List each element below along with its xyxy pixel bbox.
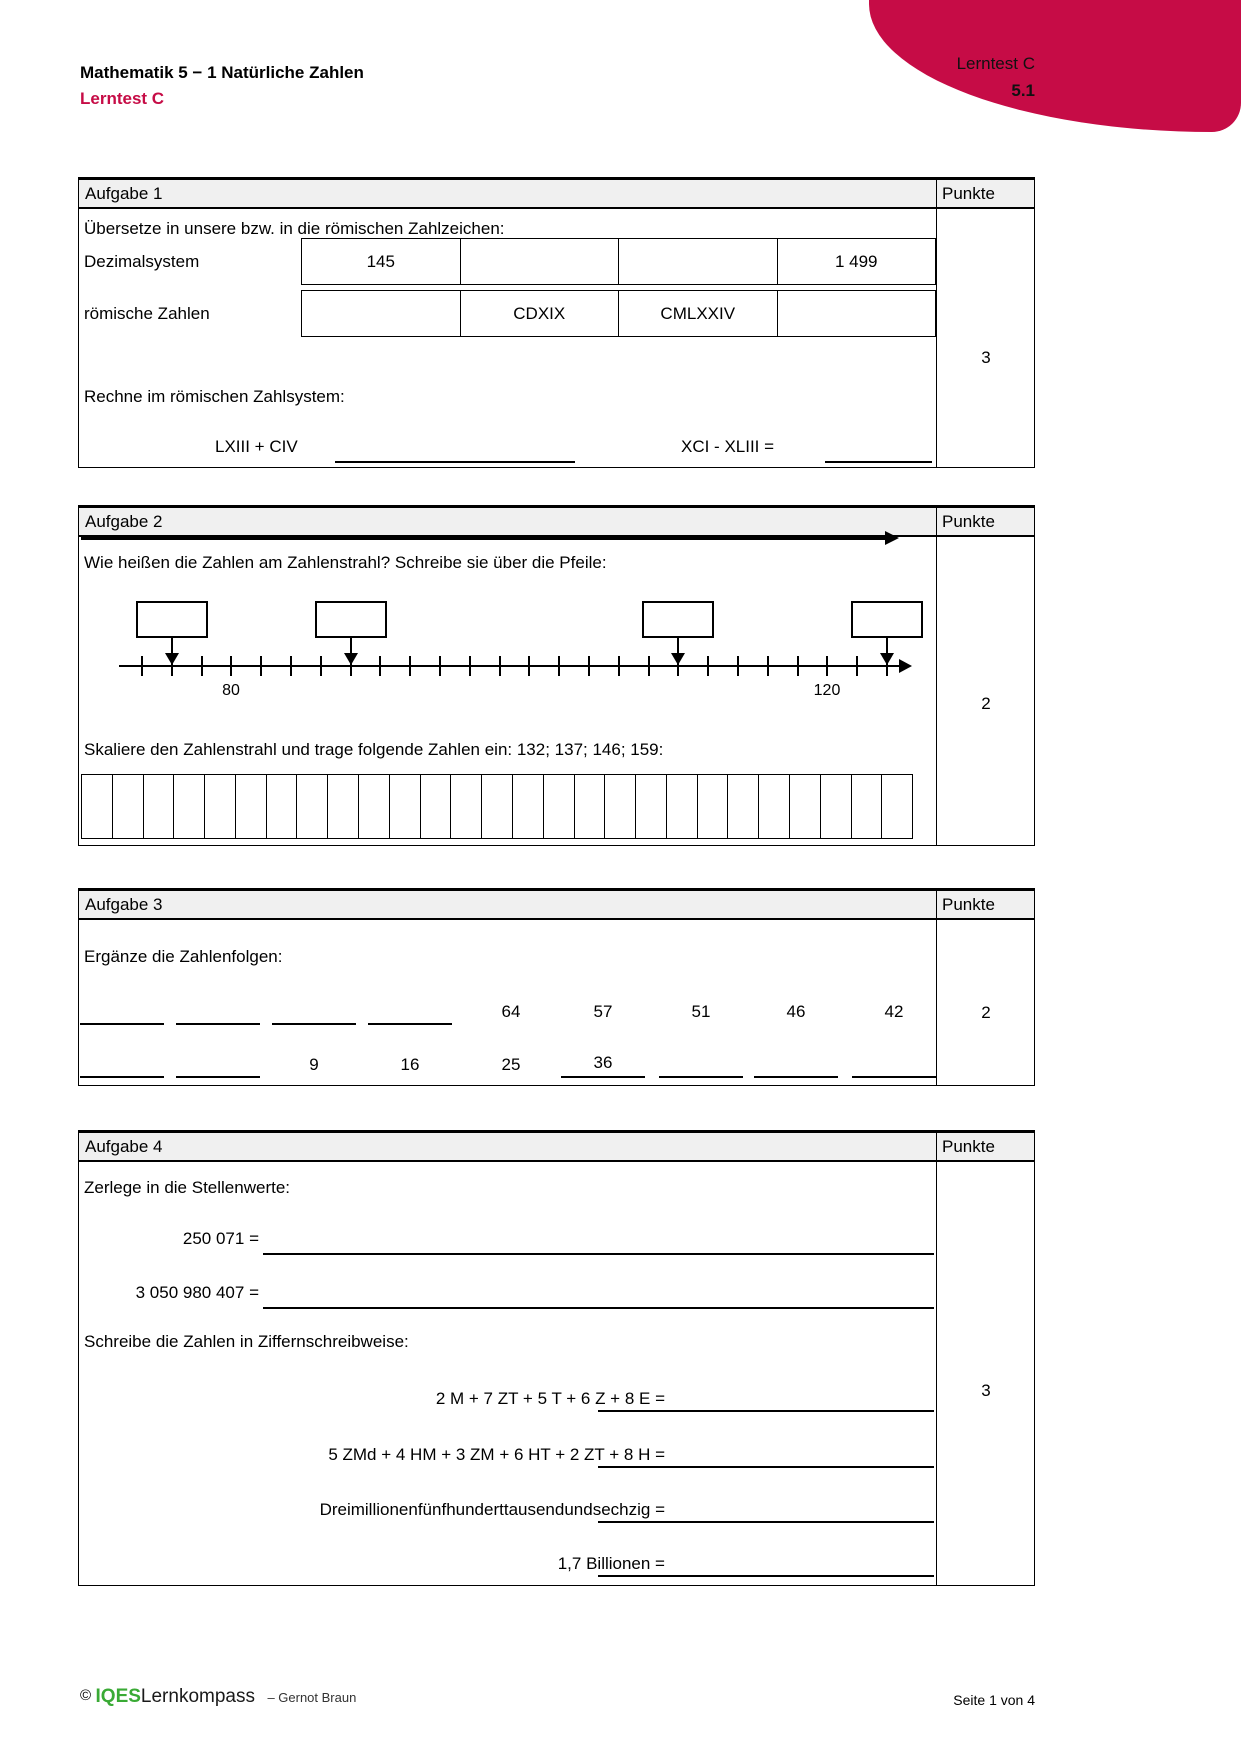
numberline-arrow-stem (350, 638, 352, 654)
grid-strip-cell (728, 775, 759, 838)
numberline-tick (558, 656, 560, 676)
task4-answer-line-1 (263, 1253, 934, 1255)
task4-item-2: 3 050 980 407 = (135, 1283, 259, 1302)
sequence-blank-line (659, 1045, 743, 1078)
sequence-number: 16 (400, 1055, 420, 1074)
grid-strip-cell (174, 775, 205, 838)
numberline-arrow-stem (886, 638, 888, 654)
task4-header-bar (79, 1131, 1034, 1162)
task3-points-header: Punkte (942, 895, 995, 914)
task1-header-bar (79, 178, 1034, 209)
grid-strip-cell (605, 775, 636, 838)
grid-strip-cell (144, 775, 175, 838)
grid-strip-cell (698, 775, 729, 838)
task1-points-header: Punkte (942, 184, 995, 203)
numberline-tick (767, 656, 769, 676)
corner-badge-line1: Lerntest C (956, 54, 1035, 73)
numberline-axis-label: 80 (222, 682, 240, 699)
task4-intro-1: Zerlege in die Stellenwerte: (84, 1178, 291, 1197)
corner-badge (869, 0, 1241, 132)
grid-strip-cell (821, 775, 852, 838)
task4-item-1: 250 071 = (182, 1229, 259, 1248)
grid-strip-cell (421, 775, 452, 838)
task1-table-cell: 1 499 (777, 239, 936, 284)
task4-equation-label: 5 ZMd + 4 HM + 3 ZM + 6 HT + 2 ZT + 8 H = (328, 1445, 665, 1464)
numberline-tick (826, 656, 828, 676)
numberline-tick (528, 656, 530, 676)
numberline-tick (439, 656, 441, 676)
copyright-icon: © (80, 1687, 92, 1704)
numberline-answer-box (315, 601, 387, 638)
numberline-tick (260, 656, 262, 676)
task-box-3 (78, 888, 1035, 1086)
scaling-grid-strip (81, 774, 913, 839)
task4-points-value: 3 (981, 1381, 991, 1400)
task2-points-divider (936, 506, 937, 845)
grid-strip-cell (667, 775, 698, 838)
numberline-tick (201, 656, 203, 676)
task1-table-row1 (301, 238, 936, 285)
task-box-4 (78, 1130, 1035, 1586)
grid-strip-cell (82, 775, 113, 838)
grid-strip-cell (113, 775, 144, 838)
task4-points-header: Punkte (942, 1137, 995, 1156)
task4-equation-answer-line (598, 1521, 934, 1523)
numberline-tick (141, 656, 143, 676)
task1-title: Aufgabe 1 (85, 184, 163, 203)
task1-table-cell: CMLXXIV (618, 291, 777, 336)
numberline-tick (230, 656, 232, 676)
task1-table-cell (302, 291, 460, 336)
numberline-answer-box (642, 601, 714, 638)
numberline-tick (677, 656, 679, 676)
sequence-number: 9 (309, 1055, 319, 1074)
numberline-tick (588, 656, 590, 676)
task1-expression-2: XCI - XLIII = (681, 437, 775, 456)
sequence-number: 51 (691, 1002, 711, 1021)
grid-strip-cell (205, 775, 236, 838)
task4-equation-answer-line (598, 1410, 934, 1412)
task3-points-value: 2 (981, 1003, 991, 1022)
numberline-tick (379, 656, 381, 676)
footer-page-number: Seite 1 von 4 (953, 1692, 1035, 1708)
grid-strip-arrow-line (81, 537, 893, 540)
sequence-blank-line (368, 993, 452, 1025)
numberline-tick (737, 656, 739, 676)
task4-answer-line-2 (263, 1307, 934, 1309)
task2-points-header: Punkte (942, 512, 995, 531)
sequence-blank-line (80, 1045, 164, 1078)
sequence-blank-line (176, 1045, 260, 1078)
task1-answer-line-1 (335, 461, 575, 463)
task2-question-1: Wie heißen die Zahlen am Zahlenstrahl? Schreibe sie über die Pfeile: (84, 553, 607, 572)
numberline-tick (290, 656, 292, 676)
numberline-tick (320, 656, 322, 676)
numberline-arrow-stem (677, 638, 679, 654)
grid-strip-arrowhead-icon (885, 531, 899, 545)
task3-header-bar (79, 889, 1034, 920)
task2-points-value: 2 (981, 694, 991, 713)
task3-intro: Ergänze die Zahlenfolgen: (84, 947, 283, 966)
numberline-tick (856, 656, 858, 676)
numberline-tick (350, 656, 352, 676)
numberline-answer-box (136, 601, 208, 638)
document-title: Mathematik 5 − 1 Natürliche Zahlen (80, 63, 364, 82)
numberline-axis-label: 120 (813, 682, 841, 699)
sequence-number: 57 (593, 1002, 613, 1021)
numberline-tick (409, 656, 411, 676)
grid-strip-cell (328, 775, 359, 838)
task1-expression-1: LXIII + CIV (215, 437, 298, 456)
task1-compute-label: Rechne im römischen Zahlsystem: (84, 387, 345, 406)
numberline-tick (469, 656, 471, 676)
task2-question-2: Skaliere den Zahlenstrahl und trage folgende Zahlen ein: 132; 137; 146; 159: (84, 740, 664, 759)
grid-strip-cell (482, 775, 513, 838)
numberline-tick (618, 656, 620, 676)
task4-equation-answer-line (598, 1466, 934, 1468)
grid-strip-cell (575, 775, 606, 838)
task4-points-divider (936, 1131, 937, 1585)
task3-points-divider (936, 889, 937, 1085)
arrow-right-icon (899, 659, 912, 673)
sequence-number: 42 (884, 1002, 904, 1021)
grid-strip-cell (882, 775, 912, 838)
task-box-1 (78, 177, 1035, 468)
sequence-number: 46 (786, 1002, 806, 1021)
grid-strip-cell (359, 775, 390, 838)
grid-strip-cell (636, 775, 667, 838)
grid-strip-cell (852, 775, 883, 838)
grid-strip-cell (236, 775, 267, 838)
task2-title: Aufgabe 2 (85, 512, 163, 531)
task1-table-row2 (301, 290, 936, 337)
corner-badge-line2: 5.1 (1011, 81, 1035, 100)
task1-intro: Übersetze in unsere bzw. in die römischen Zahlzeichen: (84, 219, 505, 238)
task1-points-divider (936, 178, 937, 467)
numberline-arrow-stem (171, 638, 173, 654)
numberline-answer-box (851, 601, 923, 638)
sequence-blank-line (852, 1045, 936, 1078)
task4-title: Aufgabe 4 (85, 1137, 163, 1156)
sequence-blank-line (272, 993, 356, 1025)
sequence-blank-line (176, 993, 260, 1025)
task4-equation-label: 1,7 Billionen = (557, 1554, 665, 1573)
task1-row-label-decimal: Dezimalsystem (84, 252, 200, 271)
footer-brand-lernkompass: Lernkompass (140, 1686, 255, 1707)
task1-row-label-roman: römische Zahlen (84, 304, 210, 323)
grid-strip-cell (267, 775, 298, 838)
grid-strip-cell (790, 775, 821, 838)
grid-strip-cell (297, 775, 328, 838)
grid-strip-cell (544, 775, 575, 838)
task1-table-cell (618, 239, 777, 284)
task1-table-cell: 145 (366, 251, 395, 271)
task-box-2 (78, 505, 1035, 846)
task4-equation-answer-line (598, 1575, 934, 1577)
grid-strip-cell (759, 775, 790, 838)
numberline-tick (886, 656, 888, 676)
task1-table-cell: CDXIX (460, 291, 619, 336)
task1-table-cell (460, 239, 619, 284)
task3-title: Aufgabe 3 (85, 895, 163, 914)
document-subtitle: Lerntest C (80, 89, 165, 108)
grid-strip-cell (390, 775, 421, 838)
sequence-blank-line (754, 1045, 838, 1078)
numberline-tick (171, 656, 173, 676)
task4-intro-2: Schreibe die Zahlen in Ziffernschreibweise: (84, 1332, 409, 1351)
sequence-number: 25 (501, 1055, 521, 1074)
numberline-figure (79, 590, 936, 715)
sequence-number: 36 (561, 1045, 645, 1078)
numberline-tick (648, 656, 650, 676)
numberline-axis (119, 665, 902, 667)
numberline-tick (797, 656, 799, 676)
numberline-tick (707, 656, 709, 676)
task4-equation-label: Dreimillionenfünfhunderttausendundsechzig = (319, 1500, 665, 1519)
footer-brand (80, 1686, 356, 1708)
task1-table-cell (777, 291, 936, 336)
task4-equation-label: 2 M + 7 ZT + 5 T + 6 Z + 8 E = (435, 1389, 665, 1408)
numberline-tick (499, 656, 501, 676)
task1-points-value: 3 (981, 348, 991, 367)
task1-answer-line-2 (825, 461, 932, 463)
sequence-blank-line (80, 993, 164, 1025)
footer-brand-iqes: IQES (95, 1686, 141, 1707)
grid-strip-cell (451, 775, 482, 838)
grid-strip-cell (513, 775, 544, 838)
footer-author: – Gernot Braun (267, 1690, 357, 1705)
sequence-number: 64 (501, 1002, 521, 1021)
